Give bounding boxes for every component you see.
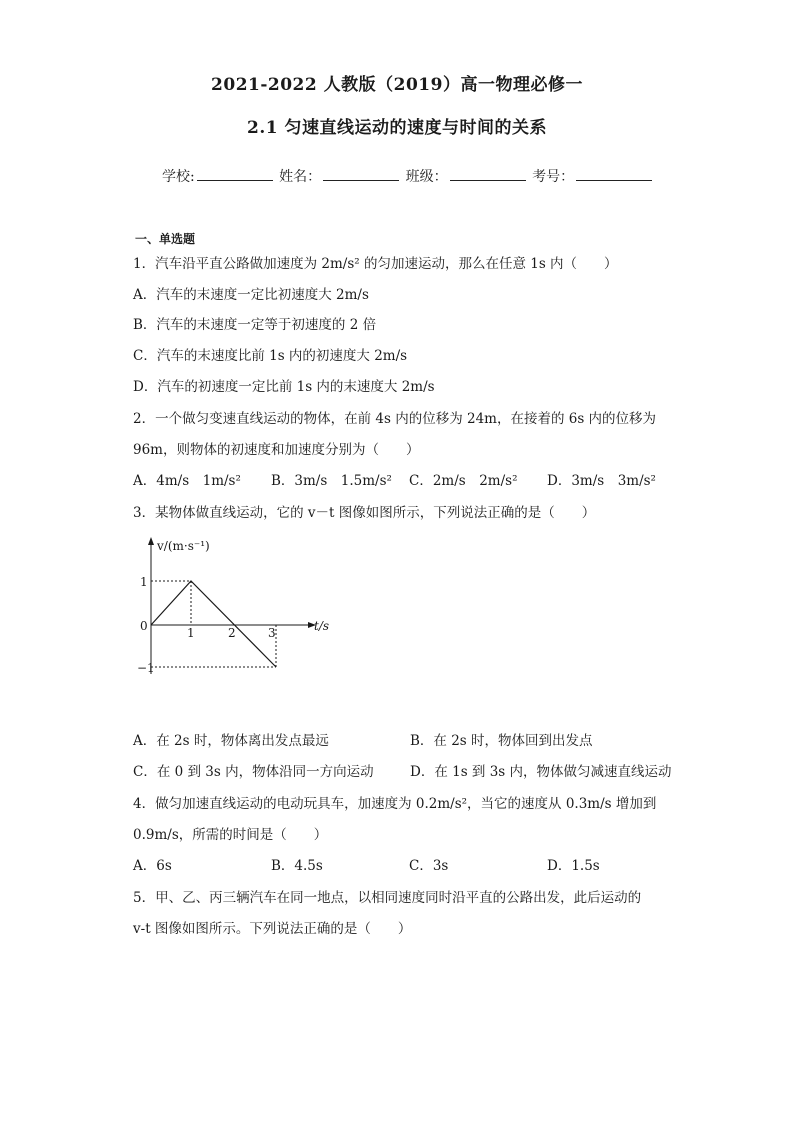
name-label: 姓名： — [279, 169, 322, 185]
q1-option-c: C．汽车的末速度比前 1s 内的初速度大 2m/s — [133, 348, 408, 364]
q2-option-c: C．2m/s 2m/s² — [409, 473, 518, 489]
class-label: 班级： — [405, 169, 448, 185]
x-axis-label: t/s — [314, 619, 330, 633]
q3-option-c: C．在 0 到 3s 内，物体沿同一方向运动 — [133, 764, 374, 780]
exam-no-label: 考号： — [532, 169, 575, 185]
school-label: 学校: — [162, 169, 195, 185]
q3-option-a: A．在 2s 时，物体离出发点最远 — [133, 733, 329, 749]
q4-stem-line1: 4．做匀加速直线运动的电动玩具车，加速度为 0.2m/s²，当它的速度从 0.3m/s 增加到 — [133, 796, 657, 812]
q1-option-d: D．汽车的初速度一定比前 1s 内的末速度大 2m/s — [133, 379, 435, 395]
x-tick-1: 1 — [187, 626, 195, 640]
q2-option-a: A．4m/s 1m/s² — [133, 473, 241, 489]
y-axis-arrow — [148, 537, 154, 545]
name-blank[interactable] — [323, 166, 399, 181]
q1-option-a: A．汽车的末速度一定比初速度大 2m/s — [133, 287, 369, 303]
q4-option-b: B．4.5s — [271, 858, 323, 874]
x-tick-3: 3 — [268, 626, 276, 640]
y-tick-1: 1 — [140, 575, 148, 589]
school-blank[interactable] — [197, 166, 273, 181]
q4-option-d: D．1.5s — [547, 858, 600, 874]
class-blank[interactable] — [450, 166, 526, 181]
q1-stem: 1．汽车沿平直公路做加速度为 2m/s² 的匀加速运动，那么在任意 1s 内（ ） — [133, 256, 618, 272]
q3-vt-graph — [135, 534, 345, 684]
q3-option-b: B．在 2s 时，物体回到出发点 — [410, 733, 593, 749]
q2-option-d: D．3m/s 3m/s² — [547, 473, 656, 489]
q1-option-b: B．汽车的末速度一定等于初速度的 2 倍 — [133, 317, 377, 333]
q4-stem-line2: 0.9m/s，所需的时间是（ ） — [133, 827, 328, 843]
q2-stem-line1: 2．一个做匀变速直线运动的物体，在前 4s 内的位移为 24m，在接着的 6s 内的位移为 — [133, 411, 657, 427]
paper-subtitle: 2.1 匀速直线运动的速度与时间的关系 — [247, 118, 547, 138]
q5-stem-line2: v-t 图像如图所示。下列说法正确的是（ ） — [133, 921, 412, 937]
exam-no-blank[interactable] — [576, 166, 652, 181]
q2-option-b: B．3m/s 1.5m/s² — [271, 473, 392, 489]
q5-stem-line1: 5．甲、乙、丙三辆汽车在同一地点，以相同速度同时沿平直的公路出发，此后运动的 — [133, 890, 642, 906]
q3-option-d: D．在 1s 到 3s 内，物体做匀减速直线运动 — [410, 764, 672, 780]
student-info-row — [162, 166, 654, 186]
q4-option-c: C．3s — [409, 858, 449, 874]
y-tick-neg1: −1 — [137, 661, 155, 675]
y-axis-label: v/(m·s⁻¹) — [157, 539, 210, 553]
origin-label: 0 — [140, 619, 148, 633]
paper-title: 2021-2022 人教版（2019）高一物理必修一 — [211, 75, 583, 95]
section-title: 一、单选题 — [135, 232, 196, 246]
vt-line — [151, 581, 276, 667]
q2-stem-line2: 96m，则物体的初速度和加速度分别为（ ） — [133, 442, 420, 458]
q3-stem: 3．某物体做直线运动，它的 v－t 图像如图所示，下列说法正确的是（ ） — [133, 505, 596, 521]
q4-option-a: A．6s — [133, 858, 172, 874]
x-tick-2: 2 — [228, 626, 236, 640]
